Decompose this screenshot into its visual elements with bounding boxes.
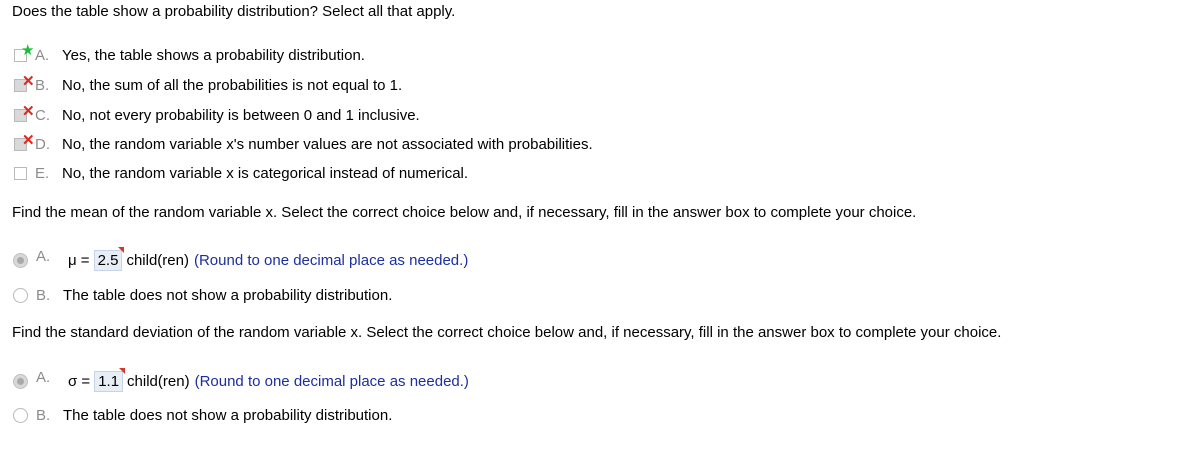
q2-option-b[interactable] bbox=[12, 284, 392, 306]
star-icon: ★ bbox=[21, 41, 35, 59]
mean-answer-box[interactable] bbox=[94, 250, 123, 271]
q1-option-a[interactable] bbox=[12, 41, 365, 66]
option-text: The table does not show a probability distribution. bbox=[63, 286, 393, 304]
q1-option-c[interactable] bbox=[12, 104, 420, 126]
option-text: No, the random variable x's number values are not associated with probabilities. bbox=[62, 135, 593, 153]
rounding-hint: (Round to one decimal place as needed.) bbox=[193, 251, 469, 269]
unit-label: child(ren) bbox=[127, 372, 190, 390]
flag-corner-icon bbox=[118, 247, 124, 253]
option-letter: B. bbox=[36, 406, 51, 424]
option-text: Yes, the table shows a probability distribution. bbox=[62, 46, 365, 64]
q3-option-b[interactable] bbox=[12, 404, 392, 426]
q1-option-b[interactable] bbox=[12, 74, 402, 96]
radio-selected-icon[interactable] bbox=[13, 374, 28, 389]
checkbox-wrong-icon[interactable] bbox=[14, 102, 35, 122]
sd-answer-box[interactable] bbox=[94, 371, 123, 392]
checkbox-empty-icon[interactable] bbox=[14, 167, 27, 180]
x-mark-icon: ✕ bbox=[22, 131, 35, 149]
radio-empty-icon[interactable] bbox=[13, 408, 28, 423]
sd-answer-value: 1.1 bbox=[98, 372, 120, 390]
question-1-prompt: Does the table show a probability distribution? Select all that apply. bbox=[12, 3, 456, 20]
q1-option-d[interactable] bbox=[12, 133, 593, 155]
radio-selected-icon[interactable] bbox=[13, 253, 28, 268]
flag-corner-icon bbox=[119, 368, 125, 374]
q2-option-a[interactable] bbox=[12, 249, 468, 271]
x-mark-icon: ✕ bbox=[22, 102, 35, 120]
option-letter: A. bbox=[36, 368, 51, 386]
option-letter: C. bbox=[35, 106, 50, 124]
option-text: No, the random variable x is categorical instead of numerical. bbox=[62, 164, 469, 182]
option-letter: B. bbox=[35, 76, 50, 94]
checkbox-correct-icon[interactable] bbox=[14, 41, 35, 62]
radio-empty-icon[interactable] bbox=[13, 288, 28, 303]
checkbox-wrong-icon[interactable] bbox=[14, 131, 35, 151]
mean-symbol: μ = bbox=[68, 251, 90, 269]
option-letter: A. bbox=[35, 46, 50, 64]
checkbox-wrong-icon[interactable] bbox=[14, 72, 35, 92]
rounding-hint: (Round to one decimal place as needed.) bbox=[194, 372, 469, 390]
option-text: The table does not show a probability distribution. bbox=[63, 406, 393, 424]
q3-option-a[interactable] bbox=[12, 370, 469, 392]
q1-option-e[interactable] bbox=[12, 162, 468, 184]
option-letter: B. bbox=[36, 286, 51, 304]
option-letter: E. bbox=[35, 164, 50, 182]
unit-label: child(ren) bbox=[126, 251, 189, 269]
question-3-prompt: Find the standard deviation of the random variable x. Select the correct choice below and, if necessary, fill in the answer box to complete your choice. bbox=[12, 324, 1002, 341]
option-text: No, not every probability is between 0 and 1 inclusive. bbox=[62, 106, 420, 124]
sd-symbol: σ = bbox=[68, 372, 91, 390]
option-letter: A. bbox=[36, 247, 51, 265]
question-2-prompt: Find the mean of the random variable x. Select the correct choice below and, if necessary, fill in the answer box to complete your choice. bbox=[12, 204, 917, 221]
option-text: No, the sum of all the probabilities is not equal to 1. bbox=[62, 76, 403, 94]
mean-answer-value: 2.5 bbox=[97, 251, 119, 269]
x-mark-icon: ✕ bbox=[22, 72, 35, 90]
option-letter: D. bbox=[35, 135, 50, 153]
